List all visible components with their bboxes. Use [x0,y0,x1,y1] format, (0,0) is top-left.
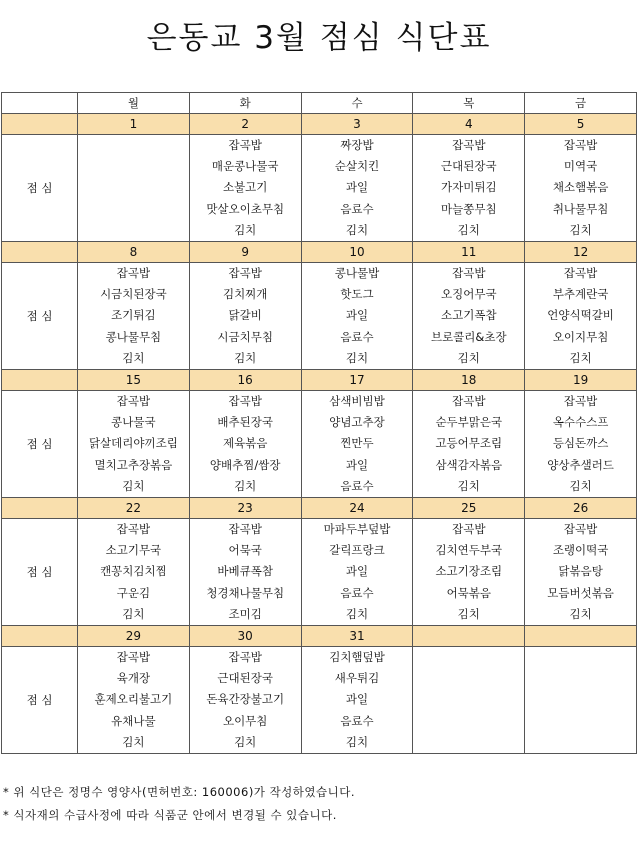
menu-item: 소고기무국 [105,543,162,558]
menu-item: 양념고추장 [329,415,385,430]
menu-item: 닭볶음탕 [558,564,603,579]
menu-item: 소불고기 [222,180,268,195]
menu-cell [78,647,190,754]
date-cell [525,626,637,647]
menu-item: 짜장밥 [340,138,374,152]
menu-item: 취나물무침 [552,201,609,216]
menu-item: 브로콜리&초장 [430,329,507,344]
footnote: * 식자재의 수급사정에 따라 식품군 안에서 변경될 수 있습니다. [3,808,337,822]
menu-item: 김치 [345,606,369,621]
date-cell: 16 [189,370,301,391]
menu-item: 김치 [569,606,592,621]
menu-item: 조랭이떡국 [552,543,609,558]
menu-item: 잡곡밥 [116,650,151,664]
meal-row [2,135,637,242]
menu-item: 육개장 [116,671,151,686]
menu-item: 음료수 [340,201,374,216]
date-cell: 5 [525,114,637,135]
menu-cell [413,391,525,498]
menu-cell [301,263,413,370]
menu-item: 잡곡밥 [563,266,598,280]
menu-item: 찐만두 [340,436,374,451]
menu-item: 김치햄덮밥 [329,650,385,664]
menu-item: 김치 [569,350,592,365]
meal-row [2,519,637,626]
menu-item: 잡곡밥 [228,266,262,280]
weekday-header: 목 [413,93,525,114]
menu-item: 제육볶음 [222,436,268,451]
menu-item: 멸치고추장볶음 [94,457,173,472]
menu-item: 청경채나물무침 [206,585,285,600]
menu-item: 시금치무침 [217,329,273,344]
menu-item: 과일 [345,692,369,707]
menu-item: 잡곡밥 [563,522,598,536]
menu-item: 모듬버섯볶음 [547,585,614,600]
menu-cell [413,647,525,754]
menu-item: 배추된장국 [217,415,273,430]
menu-cell [78,135,190,242]
menu-cell [525,647,637,754]
menu-item: 양배추찜/쌈장 [209,457,281,472]
meal-row [2,647,637,754]
weekday-header: 수 [301,93,413,114]
menu-item: 갈릭프랑크 [329,543,385,558]
menu-item: 음료수 [340,585,374,600]
date-cell: 12 [525,242,637,263]
date-row [2,498,637,519]
menu-item: 시금치된장국 [100,287,167,302]
menu-item: 오징어무국 [441,287,497,302]
menu-item: 잡곡밥 [116,394,151,408]
menu-item: 오이지무침 [552,329,609,344]
menu-item: 김치 [122,478,145,493]
menu-item: 유채나물 [111,713,156,728]
menu-item: 김치 [457,478,480,493]
menu-item: 잡곡밥 [452,394,486,408]
menu-item: 김치 [122,606,145,621]
menu-item: 김치연두부국 [435,543,503,558]
page-title: 은동교 3월 점심 식단표 [146,20,492,56]
date-cell: 1 [78,114,190,135]
menu-item: 새우튀김 [334,671,380,686]
menu-item: 잡곡밥 [452,266,486,280]
date-row-label-cell [2,498,78,519]
date-cell: 10 [301,242,413,263]
date-cell: 17 [301,370,413,391]
menu-item: 부추계란국 [552,287,609,302]
menu-item: 소고기장조림 [435,564,503,579]
corner-cell [2,93,78,114]
menu-cell [525,519,637,626]
menu-item: 매운콩나물국 [211,159,279,174]
weekday-header-row [2,93,637,114]
menu-item: 소고기폭찹 [441,308,497,323]
menu-item: 음료수 [340,478,374,493]
menu-item: 잡곡밥 [563,138,598,152]
menu-item: 근대된장국 [217,671,273,686]
menu-item: 김치 [569,222,592,237]
menu-item: 바베큐폭참 [217,564,273,579]
menu-item: 마파두부덮밥 [323,522,391,536]
menu-item: 잡곡밥 [452,138,486,152]
date-cell: 2 [189,114,301,135]
menu-item: 잡곡밥 [116,522,151,536]
menu-item: 콩나물무침 [105,329,162,344]
footnotes [3,781,355,827]
footnote: * 위 식단은 정명수 영양사(면허번호: 160006)가 작성하였습니다. [3,785,355,799]
menu-item: 잡곡밥 [228,522,262,536]
menu-item: 마늘쫑무침 [441,201,497,216]
menu-item: 가자미튀김 [441,180,497,195]
menu-item: 삼색감자볶음 [435,457,503,472]
menu-item: 잡곡밥 [116,266,151,280]
menu-item: 김치 [234,478,257,493]
date-cell: 31 [301,626,413,647]
weekday-header: 월 [78,93,190,114]
menu-item: 콩나물밥 [334,266,380,280]
date-cell: 25 [413,498,525,519]
menu-item: 김치 [234,734,257,749]
menu-item: 김치 [345,222,369,237]
menu-item: 콩나물국 [111,415,156,430]
date-cell: 30 [189,626,301,647]
menu-cell [78,263,190,370]
menu-item: 김치 [122,734,145,749]
meal-row [2,263,637,370]
date-cell: 23 [189,498,301,519]
menu-item: 김치 [457,222,480,237]
date-cell: 4 [413,114,525,135]
menu-item: 구운김 [116,585,151,600]
menu-item: 잡곡밥 [228,138,262,152]
menu-item: 훈제오리불고기 [94,692,173,707]
menu-item: 닭살데리야끼조림 [88,436,178,451]
menu-item: 김치 [345,734,369,749]
meal-label: 점 심 [2,519,78,626]
menu-cell [413,263,525,370]
menu-item: 맛살오이초무침 [206,201,285,216]
menu-item: 김치 [569,478,592,493]
menu-cell [301,135,413,242]
menu-item: 핫도그 [340,287,374,302]
menu-item: 등심돈까스 [552,436,609,451]
menu-item: 김치 [457,350,480,365]
date-cell: 24 [301,498,413,519]
meal-label: 점 심 [2,135,78,242]
menu-item: 잡곡밥 [228,394,262,408]
date-row [2,242,637,263]
meal-label: 점 심 [2,391,78,498]
menu-cell [525,263,637,370]
date-cell: 19 [525,370,637,391]
date-row-label-cell [2,626,78,647]
date-row [2,626,637,647]
meal-label: 점 심 [2,263,78,370]
date-cell: 3 [301,114,413,135]
menu-cell [525,391,637,498]
menu-item: 고등어무조림 [435,436,503,451]
menu-item: 김치 [345,350,369,365]
menu-item: 어묵국 [228,543,262,558]
menu-item: 잡곡밥 [228,650,262,664]
menu-item: 음료수 [340,713,374,728]
menu-item: 김치 [122,350,145,365]
menu-item: 순살치킨 [334,159,380,174]
menu-item: 과일 [345,180,369,195]
menu-item: 양상추샐러드 [547,457,614,472]
menu-item: 김치 [234,222,257,237]
menu-item: 과일 [345,564,369,579]
menu-cell [189,391,301,498]
meal-label: 점 심 [2,647,78,754]
menu-cell [413,135,525,242]
menu-cell [301,391,413,498]
date-row-label-cell [2,242,78,263]
menu-cell [189,647,301,754]
menu-cell [189,263,301,370]
menu-item: 오이무침 [222,713,268,728]
menu-item: 돈육간장불고기 [206,692,285,707]
menu-cell [413,519,525,626]
date-row [2,370,637,391]
date-row-label-cell [2,114,78,135]
menu-cell [78,391,190,498]
menu-item: 근대된장국 [441,159,497,174]
date-row-label-cell [2,370,78,391]
date-cell: 26 [525,498,637,519]
menu-item: 채소햄볶음 [552,180,609,195]
menu-item: 순두부맑은국 [435,415,503,430]
menu-item: 잡곡밥 [563,394,598,408]
menu-item: 어묵볶음 [446,585,491,600]
menu-item: 조미김 [228,606,262,621]
menu-item: 캔꽁치김치찜 [100,564,167,579]
menu-item: 김치찌개 [222,287,268,302]
menu-item: 과일 [345,308,369,323]
menu-cell [301,519,413,626]
date-cell: 9 [189,242,301,263]
weekday-header: 화 [189,93,301,114]
menu-table [1,92,637,754]
menu-item: 잡곡밥 [452,522,486,536]
menu-item: 삼색비빔밥 [329,394,385,408]
menu-item: 과일 [345,457,369,472]
menu-cell [78,519,190,626]
menu-item: 김치 [457,606,480,621]
date-cell: 22 [78,498,190,519]
menu-item: 언양식떡갈비 [547,308,614,323]
meal-row [2,391,637,498]
menu-cell [189,519,301,626]
date-row [2,114,637,135]
menu-item: 옥수수스프 [552,415,609,430]
menu-item: 조기튀김 [111,308,156,323]
menu-cell [189,135,301,242]
weekday-header: 금 [525,93,637,114]
date-cell: 15 [78,370,190,391]
date-cell: 18 [413,370,525,391]
date-cell: 8 [78,242,190,263]
menu-item: 닭갈비 [228,308,262,323]
date-cell: 11 [413,242,525,263]
menu-cell [525,135,637,242]
menu-item: 미역국 [563,159,598,174]
menu-cell [301,647,413,754]
menu-item: 김치 [234,350,257,365]
menu-item: 음료수 [340,329,374,344]
date-cell: 29 [78,626,190,647]
date-cell [413,626,525,647]
